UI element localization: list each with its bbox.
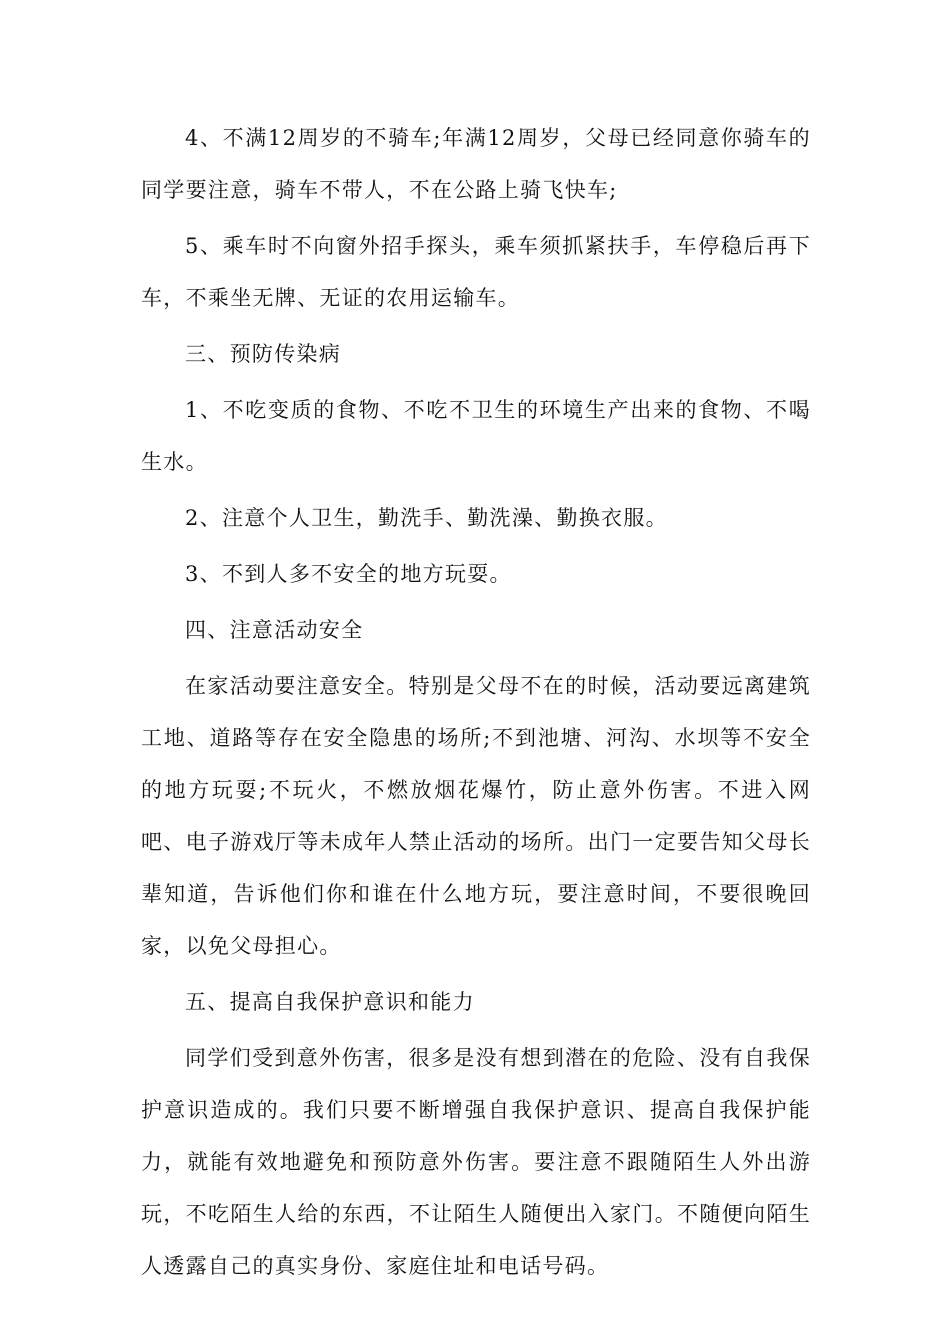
heading-self-protection: 五、提高自我保护意识和能力: [185, 990, 475, 1014]
paragraph-self-protection: 同学们受到意外伤害，很多是没有想到潜在的危险、没有自我保护意识造成的。我们只要不断增强自我保护意识、提高自我保护能力，就能有效地避免和预防意外伤害。要注意不跟随陌生人外出游玩，不吃陌生人给的东西，不让陌生人随便出入家门。不随便向陌生人透露自己的真实身份、家庭住址和电话号码。: [141, 1046, 811, 1278]
paragraph-food-safety: 1、不吃变质的食物、不吃不卫生的环境生产出来的食物、不喝生水。: [141, 398, 811, 474]
paragraph-bicycle-rule: 4、不满12周岁的不骑车;年满12周岁，父母已经同意你骑车的同学要注意，骑车不带人，不在公路上骑飞快车;: [141, 126, 811, 202]
heading-activity-safety: 四、注意活动安全: [185, 618, 364, 642]
document-page: [141, 112, 811, 1296]
paragraph-activity-safety: 在家活动要注意安全。特别是父母不在的时候，活动要远离建筑工地、道路等存在安全隐患的场所;不到池塘、河沟、水坝等不安全的地方玩耍;不玩火，不燃放烟花爆竹，防止意外伤害。不进入网吧、电子游戏厅等未成年人禁止活动的场所。出门一定要告知父母长辈知道，告诉他们你和谁在什么地方玩，要注意时间，不要很晚回家，以免父母担心。: [141, 674, 811, 958]
paragraph-crowded-places: 3、不到人多不安全的地方玩耍。: [185, 562, 512, 586]
paragraph-riding-vehicle-rule: 5、乘车时不向窗外招手探头，乘车须抓紧扶手，车停稳后再下车，不乘坐无牌、无证的农用运输车。: [141, 234, 811, 310]
heading-infectious-disease: 三、预防传染病: [185, 342, 342, 366]
paragraph-personal-hygiene: 2、注意个人卫生，勤洗手、勤洗澡、勤换衣服。: [185, 506, 668, 530]
